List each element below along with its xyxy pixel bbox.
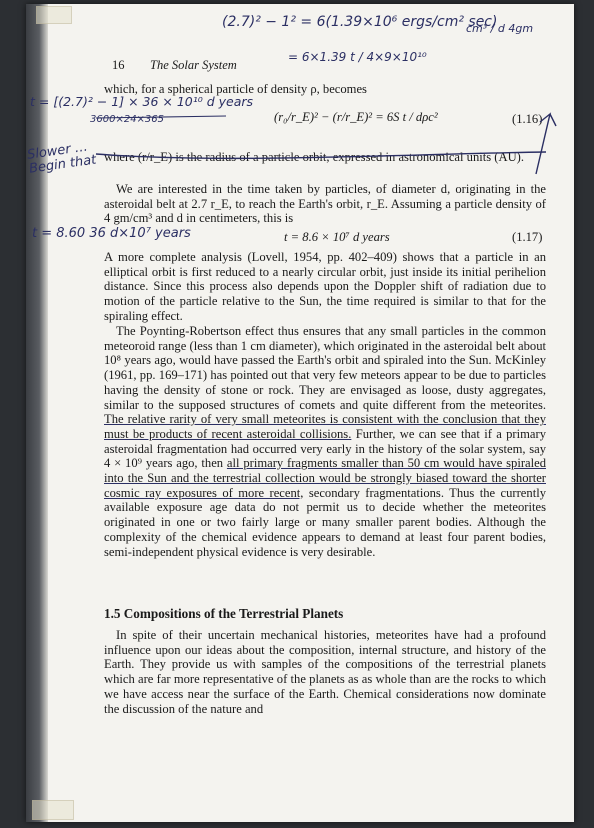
equation-1-16: (r₀/r_E)² − (r/r_E)² = 6S t / dρc² [274,110,438,124]
paragraph-lovell: A more complete analysis (Lovell, 1954, pp. 402–409) shows that a particle in an elliptical orbit is first reduced to a nearly circular orbit, just inside its initial perihelion distance. Since this process also depends upon the Doppler shift of radiation due to motion of the particle relative to the Sun, the time required is similar to that for the spiraling effect. [104,250,546,323]
pen-arrow-mark [536,114,556,174]
equation-number-1-17: (1.17) [512,230,543,244]
paragraph-orbit-radius: where (r/r_E) is the radius of a particle orbit, expressed in astronomical units (AU). [104,150,525,164]
paragraph-intro: which, for a spherical particle of density ρ, becomes [104,82,367,96]
handwritten-margin-note: Slower … Begin that [26,139,98,177]
equation-1-17: t = 8.6 × 10⁷ d years [284,230,390,244]
handwritten-second-line: = 6×1.39 t / 4×9×10¹⁰ [288,50,427,64]
pen-fraction-bar [96,116,226,118]
equation-number-1-16: (1.16) [512,112,543,126]
handwritten-left-formula: t = [(2.7)² − 1] × 36 × 10¹⁰ d years [30,94,254,109]
paragraph-compositions: In spite of their uncertain mechanical histories, meteorites have had a profound influence upon our ideas about the composition, internal structure, and history of the Earth. They provide us with samples of the compositions of the terrestrial planets which are far more representative of the planets as as whole than are the rocks to which we have access near the surface of the Earth. Chemical considerations now dominate the discussion of the nature and [104,628,546,716]
running-title: The Solar System [150,58,237,72]
handwritten-eq-1-17: t = 8.60 36 d×10⁷ years [32,226,191,241]
page-number: 16 [112,58,125,72]
handwritten-top-line: (2.7)² − 1² = 6(1.39×10⁶ ergs/cm² sec) [222,14,498,30]
pen-marks [26,4,574,822]
pen-underline-stroke [96,152,546,158]
poynting-text-a: The Poynting-Robertson effect thus ensures that any small particles in the common meteoroid range (less than 1 cm diameter), which originated in the asteroidal belt about 10⁸ years ago, would have passed the Earth's orbit and spiraled into the Sun. McKinley (1961, pp. 169–171) has pointed out that very few meteors appear to be due to particles having the density of stone or rock. They are envisaged as loose, dusty aggregates, similar to the supposed structures of comets and quite different from the meteorites. [104,324,546,412]
scanned-page [26,4,574,822]
section-heading: 1.5 Compositions of the Terrestrial Planets [104,606,344,621]
poynting-text-c: Further, we can see that if a primary asteroidal fragmentation had occurred very early in the history of the solar system, say 4 × 10⁹ years ago, then [104,426,546,471]
poynting-text-b-underlined: The relative rarity of very small meteorites is consistent with the conclusion that they must be products of recent asteroidal collisions. [104,412,546,441]
poynting-text-e: secondary fragmentations. Thus the currently available exposure age data do not permit us to decide whether the meteorites originated in one or two fairly large or many smaller parent bodies. Although the complexity of the chemical evidence appears to demand at least four parent bodies, semi-independent physical evidence is very desirable. [104,485,546,559]
handwritten-denominator: 3600×24×365 [90,114,165,125]
handwritten-top-right: cm³ / d 4gm [466,22,534,35]
poynting-text-d-underlined: all primary fragments smaller than 50 cm would have spiraled into the Sun and the terrestrial collection would be strongly biased toward the shorter cosmic ray exposures of more recent, [104,456,546,500]
paragraph-asteroid-time: We are interested in the time taken by particles, of diameter d, originating in the asteroidal belt at 2.7 r_E, to reach the Earth's orbit, r_E. Assuming a particle density of 4 gm/cm³ and d in centimeters, this is [104,182,546,226]
